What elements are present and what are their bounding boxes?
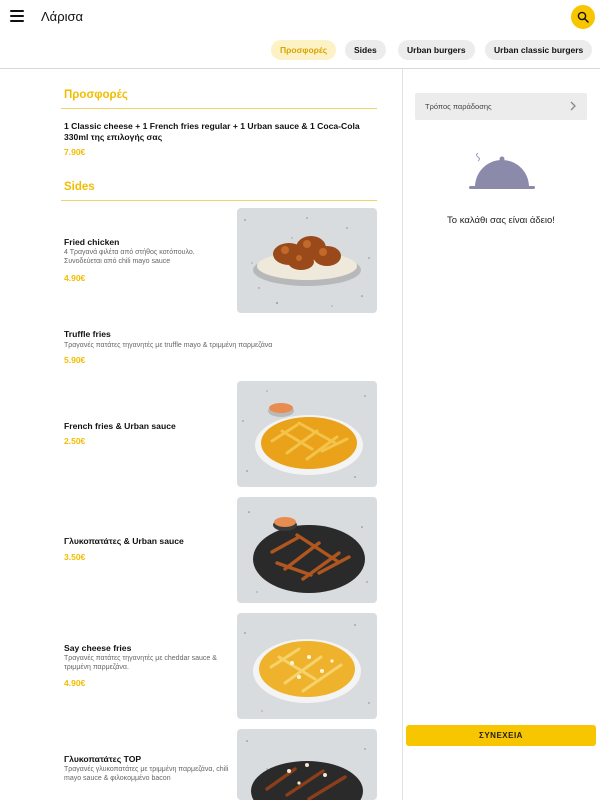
empty-cart-message: Το καλάθι σας είναι άδειο! bbox=[447, 215, 555, 226]
item-name: Say cheese fries bbox=[64, 643, 132, 653]
item-photo[interactable] bbox=[237, 613, 377, 719]
item-photo[interactable] bbox=[237, 497, 377, 603]
item-price: 2.50€ bbox=[64, 436, 86, 446]
item-price: 4.90€ bbox=[64, 273, 86, 283]
section-title-offers: Προσφορές bbox=[64, 89, 128, 101]
delivery-method-label: Τρόπος παράδοσης bbox=[425, 102, 492, 111]
tab-offers[interactable]: Προσφορές bbox=[271, 40, 336, 60]
item-description: Τραγανές πατάτες τηγανητές με truffle mayo & τριμμένη παρμεζάνα bbox=[64, 342, 273, 349]
city-title: Λάρισα bbox=[41, 9, 84, 24]
top-bar bbox=[0, 0, 600, 36]
delivery-method-selector[interactable] bbox=[415, 93, 587, 120]
tab-urban-classic-burgers[interactable]: Urban classic burgers bbox=[485, 40, 592, 60]
tab-urban-burgers[interactable]: Urban burgers bbox=[398, 40, 475, 60]
item-photo[interactable] bbox=[237, 208, 377, 313]
category-tabs bbox=[0, 40, 600, 62]
item-photo[interactable] bbox=[237, 381, 377, 487]
item-name: 1 Classic cheese + 1 French fries regular + 1 Urban sauce & 1 Coca-Cola 330ml της επιλογής σας bbox=[64, 121, 360, 142]
item-name: French fries & Urban sauce bbox=[64, 421, 176, 431]
item-name: Γλυκοπατάτες TOP bbox=[64, 754, 142, 764]
item-price: 4.90€ bbox=[64, 678, 86, 688]
serving-cloche-icon bbox=[469, 153, 535, 191]
item-photo[interactable] bbox=[237, 729, 377, 800]
continue-button[interactable]: ΣΥΝΕΧΕΙΑ bbox=[406, 725, 596, 746]
item-name: Fried chicken bbox=[64, 237, 120, 247]
item-price: 7.90€ bbox=[64, 147, 86, 157]
tab-sides[interactable]: Sides bbox=[345, 40, 386, 60]
chevron-right-icon bbox=[569, 100, 577, 112]
item-description: 4 Τραγανά φιλέτα από στήθος κοτόπουλο. Συνοδεύεται από chili mayo sauce bbox=[64, 249, 195, 265]
search-icon bbox=[577, 11, 589, 23]
item-name: Γλυκοπατάτες & Urban sauce bbox=[64, 536, 184, 546]
item-price: 3.50€ bbox=[64, 552, 86, 562]
item-description: Τραγανές πατάτες τηγανητές με cheddar sauce & τριμμένη παρμεζάνα. bbox=[64, 655, 217, 671]
search-button[interactable] bbox=[571, 5, 595, 29]
cart-panel bbox=[403, 69, 600, 800]
hamburger-menu-icon[interactable] bbox=[10, 10, 24, 22]
menu-list bbox=[0, 69, 402, 800]
item-description: Τραγανές γλυκοπατάτες με τριμμένη παρμεζάνα, chili mayo sauce & φιλοκομμένο bacon bbox=[64, 766, 229, 782]
section-divider bbox=[61, 108, 377, 109]
section-title-sides: Sides bbox=[64, 181, 95, 193]
section-divider bbox=[61, 200, 377, 201]
item-name: Truffle fries bbox=[64, 329, 111, 339]
item-price: 5.90€ bbox=[64, 355, 86, 365]
